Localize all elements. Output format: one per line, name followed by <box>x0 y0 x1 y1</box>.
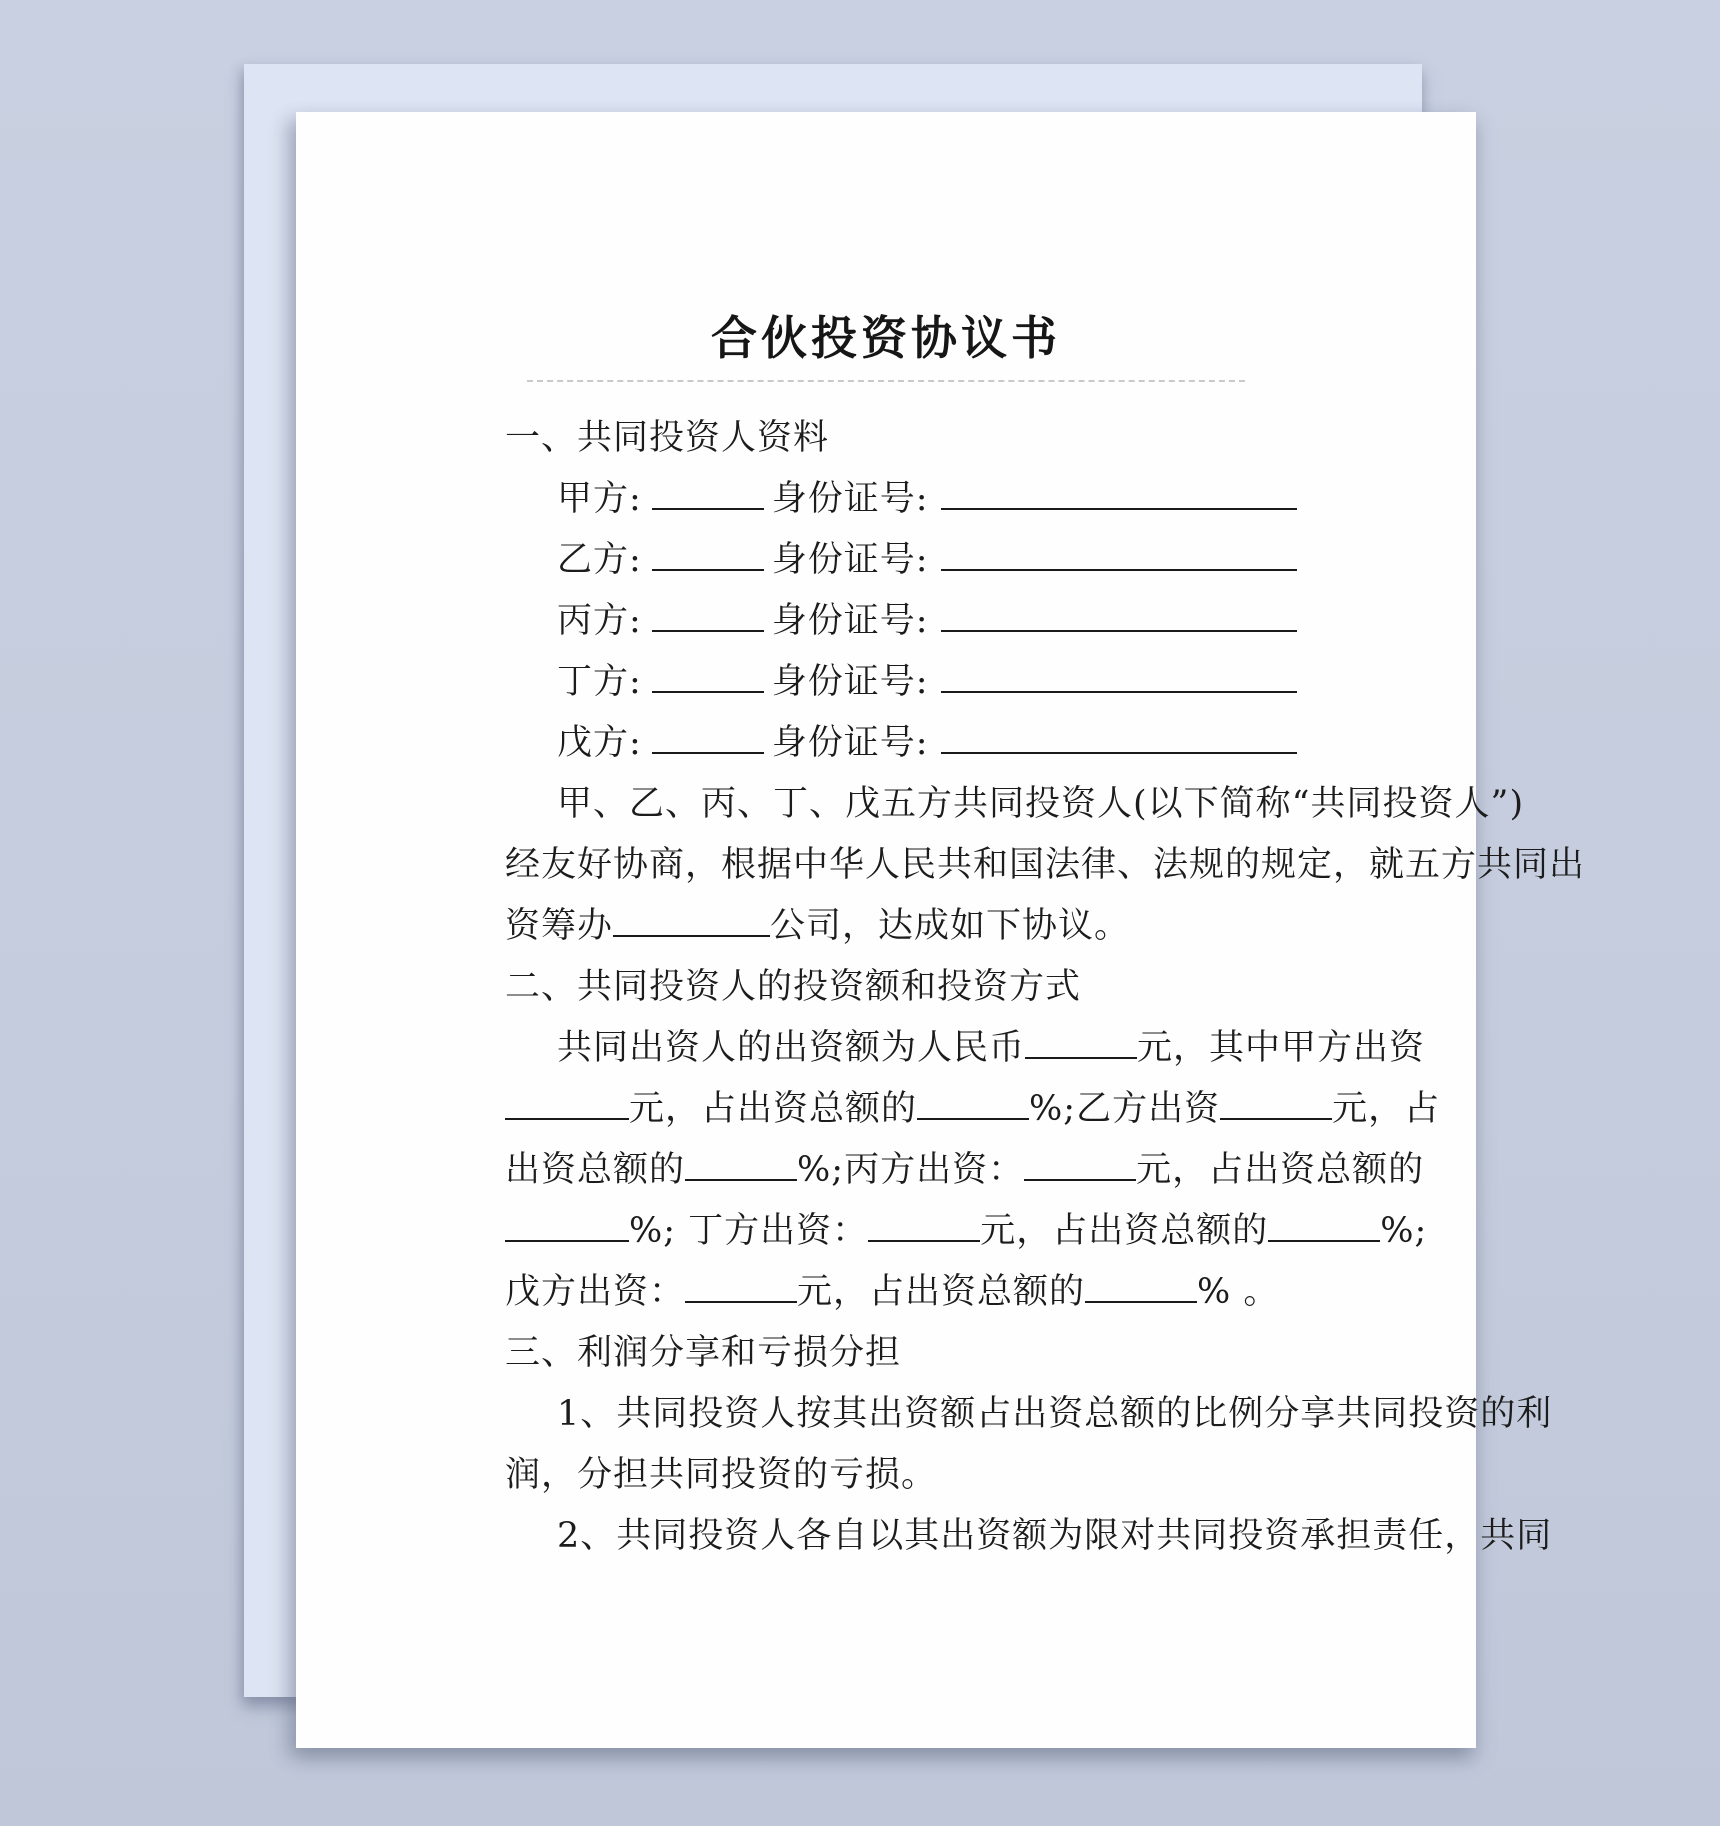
sec2-text: 元，占出资总额的 <box>1136 1150 1425 1190</box>
doc-body <box>505 408 1586 1567</box>
party-row-jia <box>505 469 1297 530</box>
sec3-item1-line1: 1、共同投资人按其出资额占出资总额的比例分享共同投资的利 <box>557 1394 1553 1434</box>
party-row-ding <box>505 652 1297 713</box>
sec2-text: 出资总额的 <box>505 1150 686 1190</box>
id-label: 身份证号: <box>771 662 929 702</box>
sec3-item2-line1: 2、共同投资人各自以其出资额为限对共同投资承担责任，共同 <box>557 1516 1553 1556</box>
id-label: 身份证号: <box>771 479 929 519</box>
percent-blank <box>685 1178 797 1181</box>
party-label: 丁方: <box>557 662 642 702</box>
document-page <box>296 112 1586 1748</box>
id-label: 身份证号: <box>771 540 929 580</box>
sec2-line-3 <box>505 1140 1425 1201</box>
percent-blank <box>1268 1239 1380 1242</box>
sec2-text: 元，占 <box>1332 1089 1441 1129</box>
intro-line-3-post: 公司，达成如下协议。 <box>770 906 1131 946</box>
id-blank <box>941 629 1297 632</box>
sec2-text: 元，占出资总额的 <box>797 1272 1086 1312</box>
party-label: 戊方: <box>557 723 642 763</box>
party-label: 丙方: <box>557 601 642 641</box>
doc-title: 合伙投资协议书 <box>711 311 1061 365</box>
sec2-text: %; <box>1380 1211 1428 1251</box>
amount-blank <box>685 1300 797 1303</box>
sec2-text: %;丙方出资： <box>797 1150 1025 1190</box>
title-divider <box>527 380 1245 382</box>
intro-line-3 <box>505 896 1297 957</box>
id-blank <box>941 507 1297 510</box>
party-label: 乙方: <box>557 540 642 580</box>
id-blank <box>941 568 1297 571</box>
amount-blank <box>505 1117 629 1120</box>
id-blank <box>941 690 1297 693</box>
sec3-item1-line2: 润，分担共同投资的亏损。 <box>505 1455 938 1495</box>
amount-blank <box>1024 1178 1136 1181</box>
sec2-text: 共同出资人的出资额为人民币 <box>557 1028 1026 1068</box>
sec2-text: % 。 <box>1197 1272 1280 1312</box>
amount-blank <box>868 1239 980 1242</box>
name-blank <box>652 690 764 693</box>
percent-blank <box>1085 1300 1197 1303</box>
section1-heading: 一、共同投资人资料 <box>505 418 830 458</box>
sec2-line-1 <box>505 1018 1426 1079</box>
sec2-line-2 <box>505 1079 1441 1140</box>
sec2-text: %;乙方出资 <box>1029 1089 1221 1129</box>
id-label: 身份证号: <box>771 723 929 763</box>
percent-blank <box>505 1239 629 1242</box>
party-row-bing <box>505 591 1297 652</box>
intro-line-1: 甲、乙、丙、丁、戊五方共同投资人(以下简称“共同投资人”) <box>557 784 1525 824</box>
party-label: 甲方: <box>557 479 642 519</box>
id-label: 身份证号: <box>771 601 929 641</box>
intro-line-2: 经友好协商，根据中华人民共和国法律、法规的规定，就五方共同出 <box>505 845 1586 885</box>
intro-line-3-pre: 资筹办 <box>505 906 614 946</box>
amount-blank <box>1025 1056 1137 1059</box>
sec2-text: 元，其中甲方出资 <box>1137 1028 1426 1068</box>
sec2-text: 元，占出资总额的 <box>980 1211 1269 1251</box>
section2-heading: 二、共同投资人的投资额和投资方式 <box>505 967 1082 1007</box>
sec2-line-4 <box>505 1201 1428 1262</box>
id-blank <box>941 751 1297 754</box>
section3-heading: 三、利润分享和亏损分担 <box>505 1333 902 1373</box>
name-blank <box>652 629 764 632</box>
amount-blank <box>1220 1117 1332 1120</box>
party-row-wu <box>505 713 1297 774</box>
name-blank <box>652 507 764 510</box>
sec2-line-5 <box>505 1262 1297 1323</box>
sec2-text: %; 丁方出资： <box>629 1211 869 1251</box>
party-row-yi <box>505 530 1297 591</box>
sec2-text: 元，占出资总额的 <box>629 1089 918 1129</box>
name-blank <box>652 751 764 754</box>
sec2-text: 戊方出资： <box>505 1272 686 1312</box>
name-blank <box>652 568 764 571</box>
percent-blank <box>917 1117 1029 1120</box>
company-blank <box>613 934 770 937</box>
